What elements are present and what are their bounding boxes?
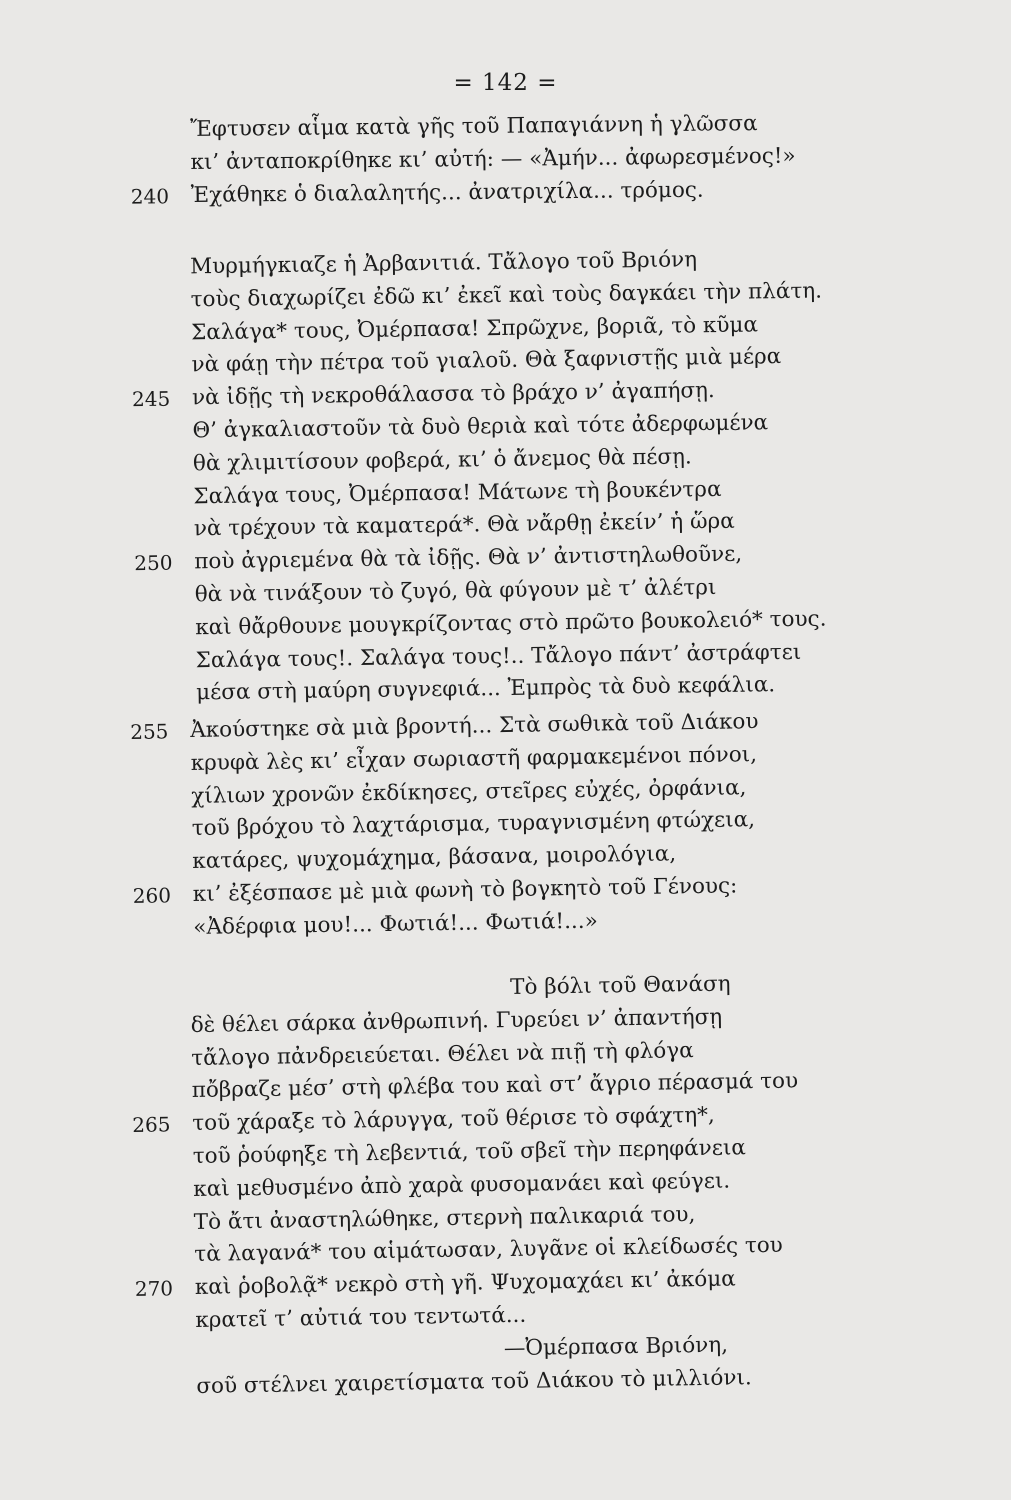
- line-number: [135, 612, 190, 613]
- stanza-3: [0, 702, 1011, 947]
- verse-text: Ἔφτυσεν αἷμα κατὰ γῆς τοῦ Παπαγιάννη ἡ γλῶσσα: [190, 111, 758, 143]
- line-number: 250: [134, 550, 173, 576]
- page-number: = 142 =: [453, 70, 558, 96]
- line-number: [136, 1371, 191, 1372]
- line-number: [134, 514, 189, 515]
- stanza-1: [0, 105, 1011, 214]
- verse-text: κατάρες, ψυχομάχημα, βάσανα, μοιρολόγια,: [192, 841, 677, 875]
- verse-text: τοῦ ῥούφηξε τὴ λεβεντιά, τοῦ σβεῖ τὴν περηφάνεια: [192, 1135, 747, 1169]
- verse-text: τοὺς διαχωρίζει ἐδῶ κι’ ἐκεῖ καὶ τοὺς δαγκάει τὴν πλάτη.: [190, 278, 823, 313]
- line-number: [132, 415, 187, 416]
- line-number: [130, 1010, 185, 1011]
- verse-text: τἄλογο πἀνδρειεύεται. Θέλει νὰ πιῇ τὴ φλόγα: [191, 1037, 694, 1071]
- line-number: [132, 846, 187, 847]
- verse-text: νὰ φάῃ τὴν πέτρα τοῦ γιαλοῦ. Θὰ ξαφνιστῇς μιὰ μέρα: [191, 344, 782, 378]
- line-number: [134, 1207, 189, 1208]
- verse-text: Μυρμήγκιαζε ἡ Ἀρβανιτιά. Τἄλογο τοῦ Βριόνη: [190, 247, 698, 280]
- line-number: [131, 317, 186, 318]
- verse-text: κι’ ἀνταποκρίθηκε κι’ αὐτή: — «Ἀμήν... ἀφωρεσμένος!»: [190, 143, 796, 175]
- line-number: [130, 748, 185, 749]
- verse-text: θὰ νὰ τινάξουν τὸ ζυγό, θὰ φύγουν μὲ τ’ ἀλέτρι: [194, 575, 717, 608]
- verse-text: Θ’ ἀγκαλιαστοῦν τὰ δυὸ θεριὰ καὶ τότε ἀδερφωμένα: [192, 410, 769, 444]
- verse-text: Σαλάγα τους, Ὀμέρπασα! Μάτωνε τὴ βουκέντρα: [193, 476, 722, 509]
- verse-text: Σαλάγα* τους, Ὀμέρπασα! Σπρῶχνε, βοριᾶ, τὸ κῦμα: [190, 312, 759, 345]
- line-number: [130, 114, 185, 115]
- stanza-4: [0, 964, 1011, 1406]
- verse-text: νὰ ἰδῇς τὴ νεκροθάλασσα τὸ βράχο ν’ ἀγαπήσῃ.: [191, 378, 715, 411]
- line-number: [131, 1043, 186, 1044]
- line-number: [130, 147, 185, 148]
- line-number: 255: [130, 719, 169, 744]
- line-number: [135, 1305, 190, 1306]
- verse-text: χίλιων χρονῶν ἐκδίκησες, στεῖρες εὐχές, ὀρφάνια,: [191, 774, 747, 809]
- verse-text: σοῦ στέλνει χαιρετίσματα τοῦ Διάκου τὸ μιλλιόνι.: [196, 1364, 752, 1399]
- verse-text: καὶ ῥοβολᾷ* νεκρὸ στὴ γῆ. Ψυχομαχάει κι’ ἀκόμα: [194, 1266, 736, 1301]
- verse-text: τοῦ βρόχου τὸ λαχτάρισμα, τυραγνισμένη φτώχεια,: [191, 807, 756, 842]
- verse-text: κρυφὰ λὲς κι’ εἶχαν σωριαστῆ φαρμακεμένοι πόνοι,: [190, 741, 758, 776]
- line-number: [136, 1338, 191, 1339]
- verse-text: δὲ θέλει σάρκα ἀνθρωπινή. Γυρεύει ν’ ἀπαντήσῃ: [190, 1004, 723, 1038]
- line-number: 265: [132, 1112, 171, 1138]
- verse-text: Σαλάγα τους!. Σαλάγα τους!.. Τἄλογο πάντ’ ἀστράφτει: [195, 639, 802, 673]
- verse-text: θὰ χλιμιτίσουν φοβερά, κι’ ὁ ἄνεμος θὰ πέσῃ.: [192, 444, 692, 477]
- stanza-2: [0, 240, 1011, 713]
- line-number: [134, 1239, 189, 1240]
- verse-text: «Ἀδέρφια μου!... Φωτιά!... Φωτιά!...»: [193, 908, 598, 940]
- verse-text: τὰ λαγανά* του αἱμάτωσαν, λυγᾶνε οἱ κλείδωσές του: [194, 1233, 783, 1268]
- line-number: 270: [134, 1276, 174, 1302]
- verse-text: Ἀκούστηκε σὰ μιὰ βροντή... Στὰ σωθικὰ τοῦ Διάκου: [190, 709, 759, 744]
- line-number: [133, 912, 188, 913]
- line-number: [130, 284, 185, 285]
- line-number: [130, 977, 185, 978]
- line-number: 260: [132, 883, 172, 908]
- line-number: [133, 481, 188, 482]
- verse-text: τοῦ χάραξε τὸ λάρυγγα, τοῦ θέρισε τὸ σφάχτη*,: [192, 1102, 715, 1137]
- line-number: [132, 813, 187, 814]
- verse-text: καὶ μεθυσμένο ἀπὸ χαρὰ φυσομανάει καὶ φεύγει.: [193, 1168, 731, 1202]
- line-number: [130, 251, 185, 252]
- verse-text: ποὺ ἀγριεμένα θὰ τὰ ἰδῇς. Θὰ ν’ ἀντιστηλωθοῦνε,: [194, 541, 743, 575]
- line-number: [131, 350, 186, 351]
- line-number: 245: [131, 386, 171, 412]
- verse-text: κρατεῖ τ’ αὐτιά του τεντωτά...: [195, 1302, 527, 1333]
- verse-text: καὶ θἄρθουνε μουγκρίζοντας στὸ πρῶτο βουκολειό* τους.: [195, 606, 827, 641]
- line-number: [136, 678, 191, 679]
- verse-text: μέσα στὴ μαύρη συγνεφιά... Ἐμπρὸς τὰ δυὸ κεφάλια.: [195, 672, 776, 706]
- verse-text: Τὸ βόλι τοῦ Θανάση: [509, 971, 731, 1000]
- verse-text: Τὸ ἄτι ἀναστηλώθηκε, στερνὴ παλικαριά του,: [193, 1201, 696, 1235]
- line-number: [131, 781, 186, 782]
- verse-text: πὄβραζε μέσ’ στὴ φλέβα του καὶ στ’ ἄγριο πέρασμά του: [191, 1068, 799, 1104]
- verse-text: νὰ τρέχουν τὰ καματερά*. Θὰ νἄρθῃ ἐκείν’ ἡ ὥρα: [193, 509, 735, 542]
- line-number: [132, 1075, 187, 1076]
- line-number: 240: [130, 183, 170, 209]
- verse-text: —Ὀμέρπασα Βριόνη,: [503, 1332, 729, 1361]
- line-number: [135, 579, 190, 580]
- line-number: [133, 1141, 188, 1142]
- line-number: [133, 448, 188, 449]
- verse-text: Ἐχάθηκε ὁ διαλαλητής... ἀνατριχίλα... τρόμος.: [190, 177, 704, 208]
- line-number: [135, 645, 190, 646]
- verse-text: κι’ ἐξέσπασε μὲ μιὰ φωνὴ τὸ βογκητὸ τοῦ Γένους:: [192, 873, 738, 907]
- line-number: [133, 1174, 188, 1175]
